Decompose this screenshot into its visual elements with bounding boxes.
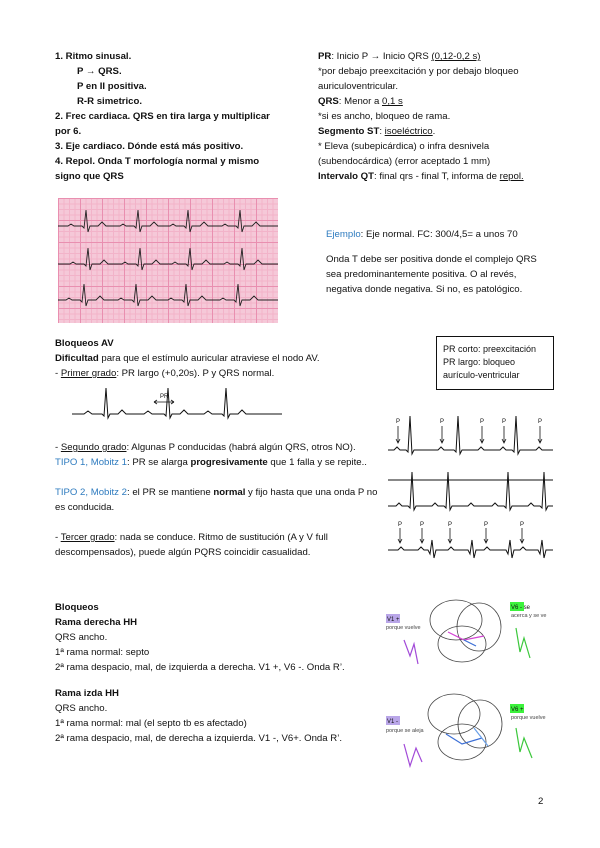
pr-summary-box bbox=[436, 336, 554, 390]
step-2: 2. Frec cardiaca. QRS en tira larga y multiplicar bbox=[55, 111, 270, 122]
interval-notes bbox=[318, 49, 524, 184]
tp-label-1: P bbox=[398, 522, 403, 528]
av-blocks-header bbox=[55, 336, 320, 381]
tp-label-4: P bbox=[484, 522, 489, 528]
rbbb-title: Rama derecha HH bbox=[55, 617, 138, 628]
bundle-branch-left bbox=[55, 686, 342, 746]
t-wave-note bbox=[326, 252, 537, 297]
rbbb-v1-label: V1 + bbox=[387, 617, 400, 623]
step-1a: P → QRS. bbox=[77, 66, 122, 77]
lbbb-title: Rama izda HH bbox=[55, 688, 119, 699]
ekg-strip-image bbox=[58, 198, 278, 323]
rbbb-line-2: 1ª rama normal: septo bbox=[55, 647, 150, 658]
step-1c: R-R simetrico. bbox=[77, 96, 143, 107]
third-degree-block bbox=[55, 530, 328, 560]
p-label-3: P bbox=[480, 419, 485, 425]
step-2-cont: por 6. bbox=[55, 126, 82, 137]
tp-label-2: P bbox=[420, 522, 425, 528]
qrs-note: *si es ancho, bloqueo de rama. bbox=[318, 111, 451, 122]
rbbb-v6-note: acerca y se ve bbox=[511, 613, 547, 619]
bundle-branch-right bbox=[55, 600, 345, 675]
lbbb-line-2: 1ª rama normal: mal (el septo tb es afectado) bbox=[55, 718, 247, 729]
step-4-cont: signo que QRS bbox=[55, 171, 124, 182]
mobitz1-line: TIPO 1, Mobitz 1: PR se alarga progresivamente que 1 falla y se repite.. bbox=[55, 457, 367, 468]
t-wave-line-2: sea predominantemente positiva. O al revés, bbox=[326, 269, 517, 280]
rbbb-v6-label: V6 - se bbox=[511, 605, 531, 611]
pr-mark-label: PR bbox=[160, 394, 169, 400]
page-number: 2 bbox=[538, 796, 544, 807]
pr-line: PR: Inicio P → Inicio QRS (0,12-0,2 s) bbox=[318, 51, 481, 62]
rbbb-line-3: 2ª rama despacio, mal, de izquierda a derecha. V1 +, V6 -. Onda R’. bbox=[55, 662, 345, 673]
st-line: Segmento ST: isoeléctrico. bbox=[318, 126, 436, 137]
mobitz2-ekg bbox=[388, 466, 553, 516]
ekg-traces bbox=[58, 198, 278, 323]
lbbb-v6-note: porque vuelve bbox=[511, 715, 546, 721]
av-blocks-definition: Dificultad para que el estímulo auricular atraviese el nodo AV. bbox=[55, 353, 320, 364]
qt-line: Intervalo QT: final qrs - final T, informa de repol. bbox=[318, 171, 524, 182]
lbbb-line-3: 2ª rama despacio, mal, de derecha a izquierda. V1 -, V6+. Onda R’. bbox=[55, 733, 342, 744]
av-blocks-title: Bloqueos AV bbox=[55, 338, 114, 349]
p-label-2: P bbox=[440, 419, 445, 425]
pr-note-1: *por debajo preexcitación y por debajo bloqueo bbox=[318, 66, 519, 77]
p-label-4: P bbox=[502, 419, 507, 425]
second-degree-block bbox=[55, 440, 367, 470]
example-block bbox=[326, 227, 518, 242]
step-3: 3. Eje cardiaco. Dónde está más positivo. bbox=[55, 141, 244, 152]
ecg-reading-steps bbox=[55, 49, 270, 184]
third-degree-line-1: - Tercer grado: nada se conduce. Ritmo de sustitución (A y V full bbox=[55, 532, 328, 543]
mobitz2-line-2: es conducida. bbox=[55, 502, 115, 513]
step-1: 1. Ritmo sinusal. bbox=[55, 51, 132, 62]
p-label-1: P bbox=[396, 419, 401, 425]
mobitz2-block bbox=[55, 485, 377, 515]
example-line: Ejemplo: Eje normal. FC: 300/4,5= a unos 70 bbox=[326, 229, 518, 240]
st-note-2: (subendocárdica) (error aceptado 1 mm) bbox=[318, 156, 491, 167]
second-degree-line: - Segundo grado: Algunas P conducidas (habrá algún QRS, otros NO). bbox=[55, 442, 356, 453]
lbbb-heart-drawing bbox=[384, 688, 549, 776]
t-wave-line-3: negativa donde negativa. Si no, es patológico. bbox=[326, 284, 523, 295]
box-line-1: PR corto: preexcitación bbox=[443, 344, 537, 354]
first-degree-line: - Primer grado: PR largo (+0,20s). P y QRS normal. bbox=[55, 368, 275, 379]
box-line-2: PR largo: bloqueo bbox=[443, 357, 516, 367]
step-1b: P en II positiva. bbox=[77, 81, 147, 92]
rbbb-line-1: QRS ancho. bbox=[55, 632, 108, 643]
lbbb-v1-note: porque se aleja bbox=[386, 728, 424, 734]
p-label-5: P bbox=[538, 419, 543, 425]
first-degree-ekg bbox=[72, 384, 282, 424]
tp-label-5: P bbox=[520, 522, 525, 528]
lbbb-v6-label: V6 + bbox=[511, 707, 524, 713]
rbbb-heart-drawing bbox=[384, 592, 549, 672]
qrs-line: QRS: Menor a 0,1 s bbox=[318, 96, 403, 107]
third-degree-ekg bbox=[388, 520, 553, 570]
step-4: 4. Repol. Onda T morfología normal y mismo bbox=[55, 156, 260, 167]
tp-label-3: P bbox=[448, 522, 453, 528]
t-wave-line-1: Onda T debe ser positiva donde el complejo QRS bbox=[326, 254, 537, 265]
st-note-1: * Eleva (subepicárdica) o infra desnivela bbox=[318, 141, 490, 152]
third-degree-line-2: descompensados), puede algún PQRS coincidir casualidad. bbox=[55, 547, 311, 558]
mobitz1-ekg bbox=[388, 408, 553, 458]
lbbb-v1-label: V1 - bbox=[387, 719, 399, 725]
pr-note-2: auriculoventricular. bbox=[318, 81, 398, 92]
lbbb-line-1: QRS ancho. bbox=[55, 703, 108, 714]
mobitz2-line-1: TIPO 2, Mobitz 2: el PR se mantiene normal y fijo hasta que una onda P no bbox=[55, 487, 378, 498]
box-line-3: aurículo-ventricular bbox=[443, 370, 520, 380]
bundle-blocks-title: Bloqueos bbox=[55, 602, 99, 613]
rbbb-v1-note: porque vuelve bbox=[386, 625, 421, 631]
